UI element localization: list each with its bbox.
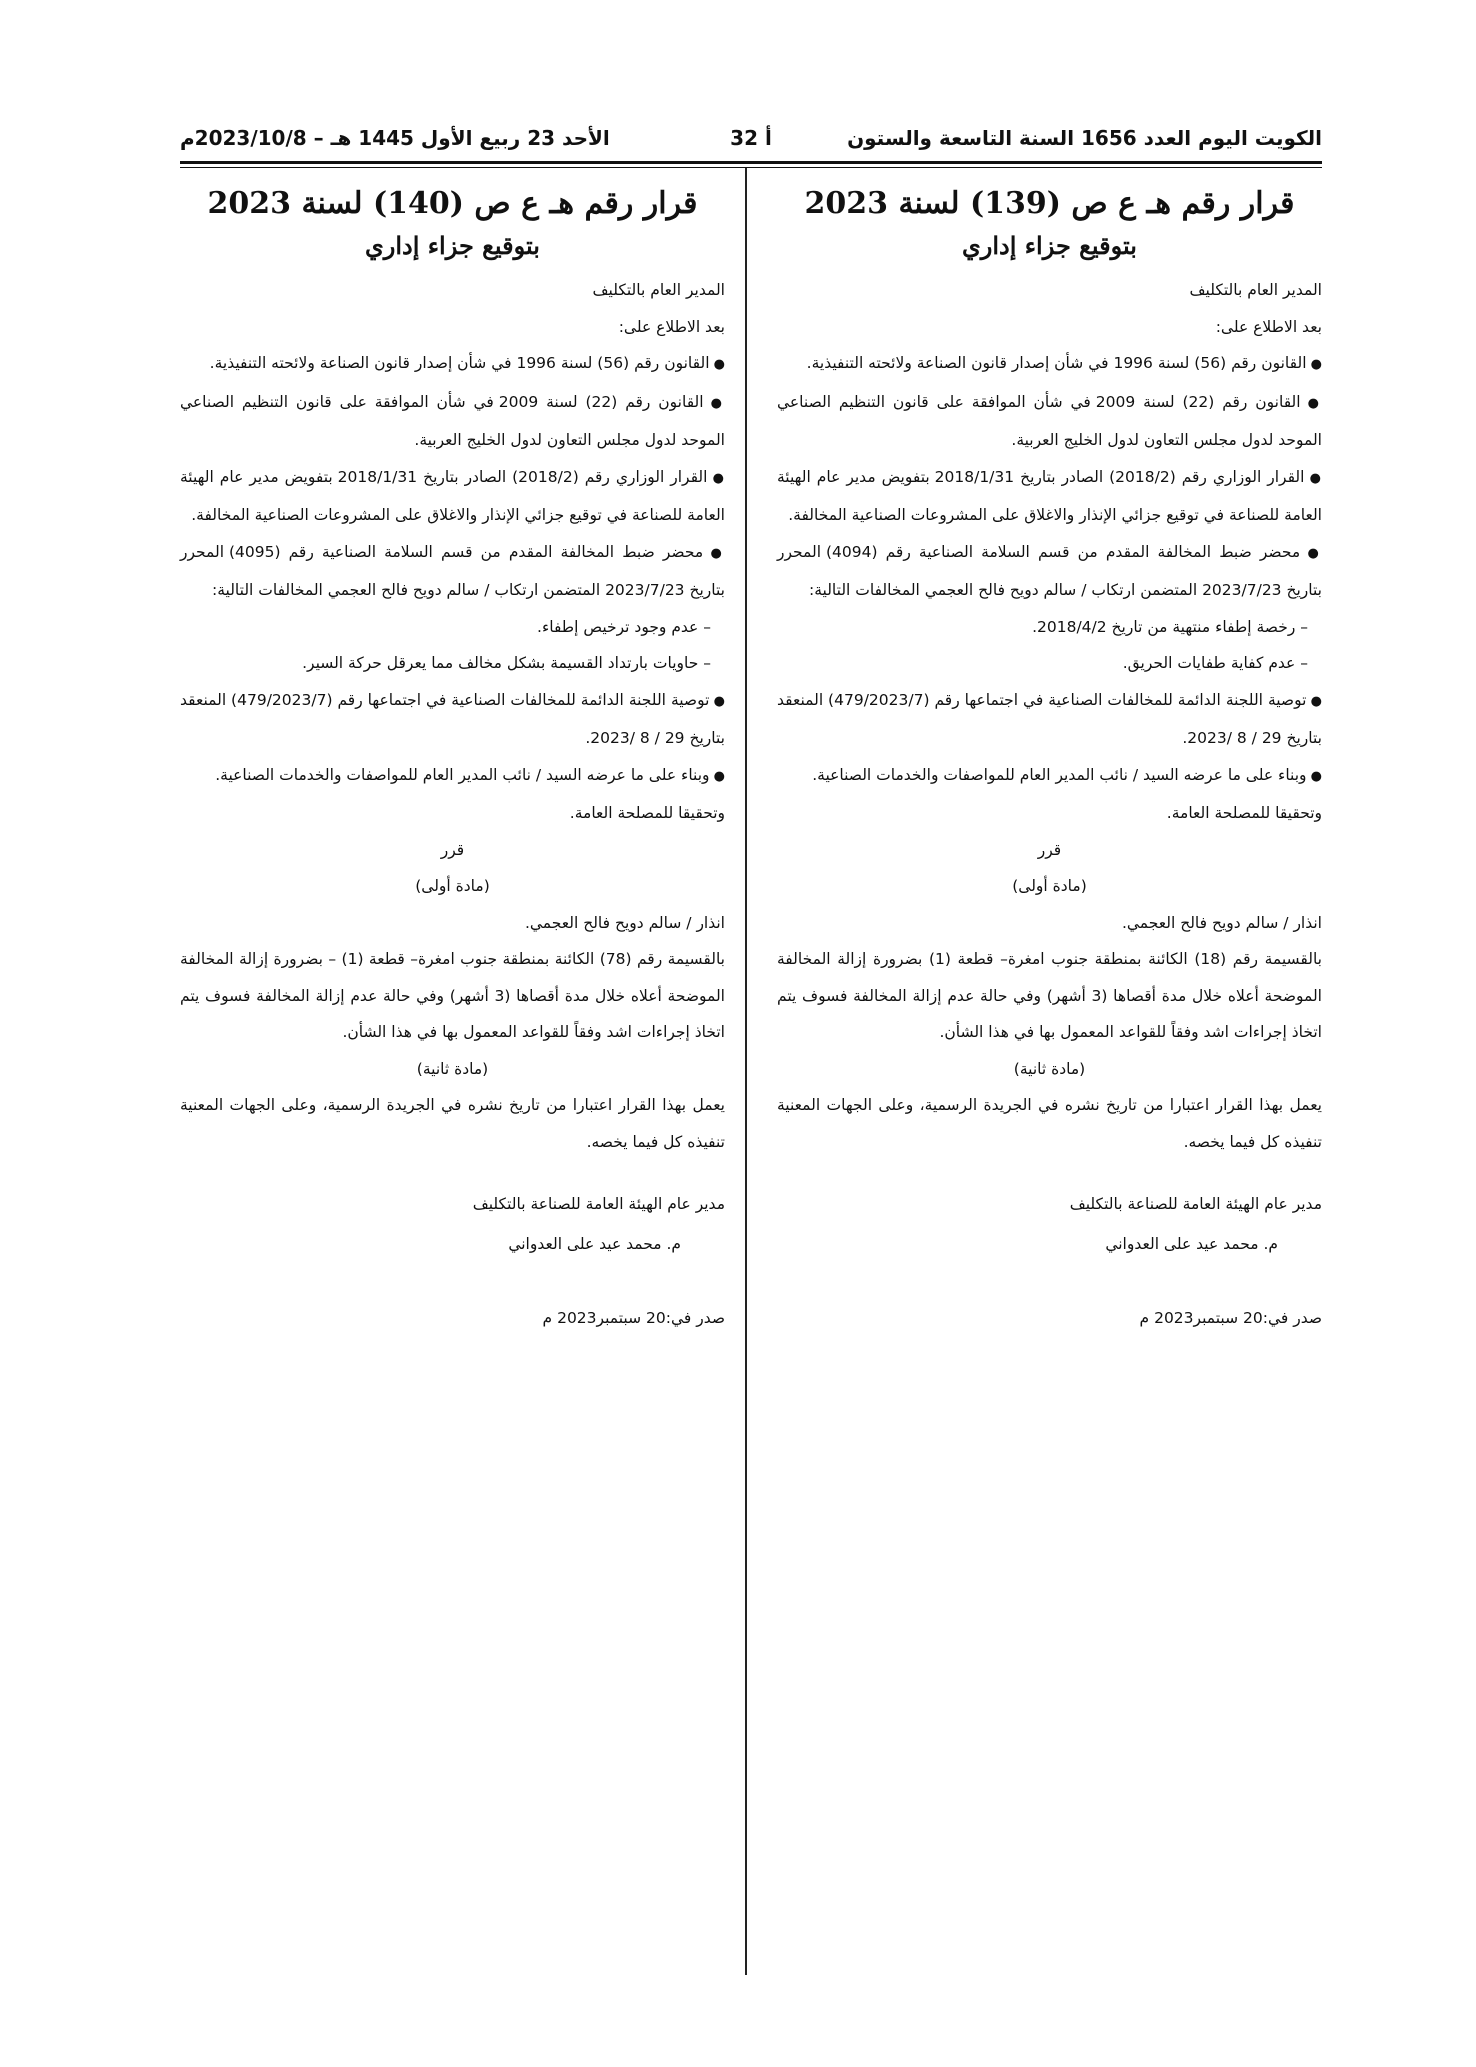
ministerial-decision-item: ● القرار الوزاري رقم (2018/2) الصادر بتاريخ 2018/1/31 بتفويض مدير عام الهيئة العامة للصناعة في توقيع جزائي الإنذار والاغلاق على المشروعات الصناعية المخالفة.	[180, 459, 725, 534]
article-2-body: يعمل بهذا القرار اعتبارا من تاريخ نشره في الجريدة الرسمية، وعلى الجهات المعنية تنفيذه كل فيما يخصه.	[777, 1096, 1322, 1151]
warning-line: انذار / سالم دويح فالح العجمي.	[1121, 913, 1322, 932]
header-date: الأحد 23 ربيع الأول 1445 هـ – 2023/10/8م	[180, 126, 610, 150]
decision-140-column	[180, 182, 725, 1702]
public-interest-line: وتحقيقا للمصلحة العامة.	[1166, 804, 1322, 822]
decision-subtitle: بتوقيع جزاء إداري	[962, 231, 1137, 260]
director-line: المدير العام بالتكليف	[1189, 281, 1322, 299]
article-1-heading: (مادة أولى)	[415, 877, 490, 895]
law-2-item: ● القانون رقم (22) لسنة 2009 في شأن الموافقة على قانون التنظيم الصناعي الموحد لدول مجلس التعاون لدول الخليج العربية.	[777, 384, 1322, 459]
violation-2-item: – عدم كفاية طفايات الحريق.	[777, 645, 1322, 682]
signer-title: مدير عام الهيئة العامة للصناعة بالتكليف	[1069, 1195, 1322, 1213]
header-issue: الكويت اليوم العدد 1656 السنة التاسعة والستون	[847, 126, 1322, 150]
article-1-body: بالقسيمة رقم (18) الكائنة بمنطقة جنوب امغرة– قطعة (1) بضرورة إزالة المخالفة الموضحة أعلاه خلال مدة أقصاها (3 أشهر) وفي حالة عدم إزالة المخالفة فسوف يتم اتخاذ إجراءات اشد وفقاً للقواعد المعمول بها في هذا الشأن.	[777, 950, 1322, 1041]
director-line: المدير العام بالتكليف	[592, 281, 725, 299]
article-1-body: بالقسيمة رقم (78) الكائنة بمنطقة جنوب امغرة– قطعة (1) – بضرورة إزالة المخالفة الموضحة أعلاه خلال مدة أقصاها (3 أشهر) وفي حالة عدم إزالة المخالفة فسوف يتم اتخاذ إجراءات اشد وفقاً للقواعد المعمول بها في هذا الشأن.	[180, 950, 725, 1041]
based-on-item: ● وبناء على ما عرضه السيد / نائب المدير العام للمواصفات والخدمات الصناعية.	[180, 757, 725, 796]
article-1-heading: (مادة أولى)	[1012, 877, 1087, 895]
signer-name: م. محمد عيد على العدواني	[1105, 1235, 1278, 1253]
violation-report-item: ● محضر ضبط المخالفة المقدم من قسم السلامة الصناعية رقم (4094) المحرر بتاريخ 2023/7/23 المتضمن ارتكاب / سالم دويح فالح العجمي المخالفات التالية:	[777, 534, 1322, 609]
committee-recommendation-item: ● توصية اللجنة الدائمة للمخالفات الصناعية في اجتماعها رقم (479/2023/7) المنعقد بتاريخ 29 / 8 /2023.	[777, 682, 1322, 757]
header-rule-thin	[180, 167, 1322, 168]
decision-subtitle: بتوقيع جزاء إداري	[365, 231, 540, 260]
decision-title: قرار رقم هـ ع ص (139) لسنة 2023	[804, 186, 1295, 221]
decision-title: قرار رقم هـ ع ص (140) لسنة 2023	[207, 186, 698, 221]
violation-2-item: – حاويات بارتداد القسيمة بشكل مخالف مما يعرقل حركة السير.	[180, 645, 725, 682]
violation-report-item: ● محضر ضبط المخالفة المقدم من قسم السلامة الصناعية رقم (4095) المحرر بتاريخ 2023/7/23 المتضمن ارتكاب / سالم دويح فالح العجمي المخالفات التالية:	[180, 534, 725, 609]
decided-heading: قرر	[440, 840, 465, 859]
after-review-line: بعد الاطلاع على:	[618, 317, 725, 336]
law-2-item: ● القانون رقم (22) لسنة 2009 في شأن الموافقة على قانون التنظيم الصناعي الموحد لدول مجلس التعاون لدول الخليج العربية.	[180, 384, 725, 459]
article-2-heading: (مادة ثانية)	[1013, 1059, 1086, 1078]
based-on-item: ● وبناء على ما عرضه السيد / نائب المدير العام للمواصفات والخدمات الصناعية.	[777, 757, 1322, 796]
after-review-line: بعد الاطلاع على:	[1215, 317, 1322, 336]
column-divider	[745, 168, 747, 1975]
warning-line: انذار / سالم دويح فالح العجمي.	[524, 913, 725, 932]
committee-recommendation-item: ● توصية اللجنة الدائمة للمخالفات الصناعية في اجتماعها رقم (479/2023/7) المنعقد بتاريخ 29 / 8 /2023.	[180, 682, 725, 757]
header-rule-thick	[180, 161, 1322, 164]
public-interest-line: وتحقيقا للمصلحة العامة.	[569, 804, 725, 822]
article-2-body: يعمل بهذا القرار اعتبارا من تاريخ نشره في الجريدة الرسمية، وعلى الجهات المعنية تنفيذه كل فيما يخصه.	[180, 1096, 725, 1151]
header-page-number: أ 32	[730, 126, 772, 150]
signer-title: مدير عام الهيئة العامة للصناعة بالتكليف	[472, 1195, 725, 1213]
article-2-heading: (مادة ثانية)	[416, 1059, 489, 1078]
ministerial-decision-item: ● القرار الوزاري رقم (2018/2) الصادر بتاريخ 2018/1/31 بتفويض مدير عام الهيئة العامة للصناعة في توقيع جزائي الإنذار والاغلاق على المشروعات الصناعية المخالفة.	[777, 459, 1322, 534]
signer-name: م. محمد عيد على العدواني	[508, 1235, 681, 1253]
issued-date: صدر في:20 سبتمبر2023 م	[1139, 1309, 1322, 1327]
decision-139-column	[777, 182, 1322, 1702]
decided-heading: قرر	[1037, 840, 1062, 859]
violation-1-item: – عدم وجود ترخيص إطفاء.	[180, 609, 725, 646]
page-header	[180, 118, 1322, 156]
signature-block	[777, 1184, 1322, 1264]
law-1-item: ● القانون رقم (56) لسنة 1996 في شأن إصدار قانون الصناعة ولائحته التنفيذية.	[777, 345, 1322, 384]
law-1-item: ● القانون رقم (56) لسنة 1996 في شأن إصدار قانون الصناعة ولائحته التنفيذية.	[180, 345, 725, 384]
signature-block	[180, 1184, 725, 1264]
violation-1-item: – رخصة إطفاء منتهية من تاريخ 2018/4/2.	[777, 609, 1322, 646]
issued-date: صدر في:20 سبتمبر2023 م	[542, 1309, 725, 1327]
